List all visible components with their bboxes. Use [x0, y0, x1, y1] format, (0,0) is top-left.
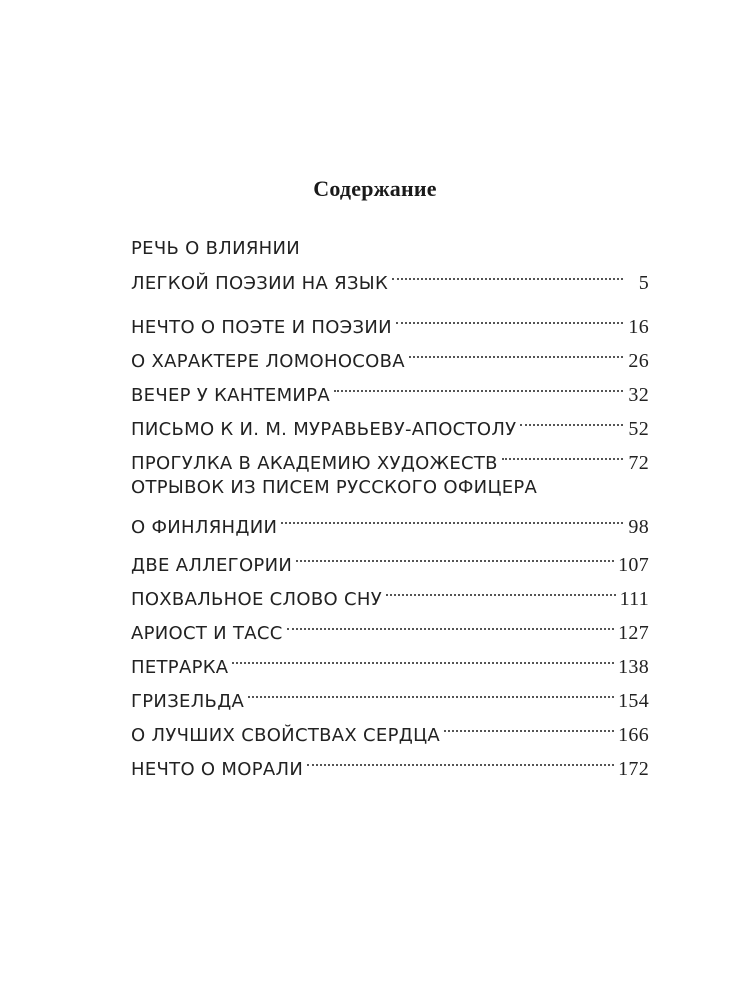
toc-entry-title: ЛЕГКОЙ ПОЭЗИИ НА ЯЗЫК	[131, 273, 389, 294]
dot-leader	[287, 605, 614, 639]
toc-entry-title: НЕЧТО О МОРАЛИ	[131, 759, 304, 780]
dot-leader	[392, 262, 623, 289]
dot-leader	[409, 333, 623, 367]
dot-leader	[502, 435, 623, 469]
toc-page-number: 138	[618, 656, 649, 678]
toc-entry	[131, 535, 649, 576]
toc-page-number: 32	[628, 384, 649, 406]
toc-entry	[131, 367, 649, 406]
toc-entry	[131, 571, 649, 610]
toc-entry	[131, 333, 649, 372]
toc-page-number: 98	[628, 516, 649, 538]
dot-leader	[520, 401, 623, 435]
dot-leader	[232, 639, 614, 673]
dot-leader	[386, 571, 616, 605]
toc-entry-title-line1: РЕЧЬ О ВЛИЯНИИ	[131, 238, 301, 259]
toc-entry-title: ПОХВАЛЬНОЕ СЛОВО СНУ	[131, 589, 382, 610]
toc-page-number: 52	[628, 418, 649, 440]
toc-entry-title: ГРИЗЕЛЬДА	[131, 691, 245, 712]
toc-entry	[131, 299, 649, 338]
dot-leader	[444, 707, 614, 741]
dot-leader	[248, 673, 614, 707]
toc-page-number: 16	[628, 316, 649, 338]
toc-page-number: 166	[618, 724, 649, 746]
toc-entry-title: О ХАРАКТЕРЕ ЛОМОНОСОВА	[131, 351, 405, 372]
toc-entry-title: АРИОСТ И ТАСС	[131, 623, 283, 644]
toc-entry	[131, 707, 649, 746]
dot-leader	[307, 741, 614, 775]
toc-entry-title: ПЕТРАРКА	[131, 657, 229, 678]
toc-entry	[131, 401, 649, 440]
toc-entry-title: О ФИНЛЯНДИИ	[131, 517, 278, 538]
toc-page-number: 26	[628, 350, 649, 372]
toc-entry-title: ВЕЧЕР У КАНТЕМИРА	[131, 385, 330, 406]
toc-entry-title: ПРОГУЛКА В АКАДЕМИЮ ХУДОЖЕСТВ	[131, 453, 498, 474]
page-title: Содержание	[313, 176, 437, 201]
toc-entry-title: ПИСЬМО К И. М. МУРАВЬЕВУ-АПОСТОЛУ	[131, 419, 517, 440]
toc-page-number: 127	[618, 622, 649, 644]
toc-entry	[131, 236, 649, 294]
toc-page-number: 107	[618, 554, 649, 576]
toc-entry	[131, 639, 649, 678]
toc-entry	[131, 473, 649, 538]
toc-page-number: 111	[619, 588, 649, 610]
toc-entry	[131, 741, 649, 780]
toc-entry-title-line1: ОТРЫВОК ИЗ ПИСЕМ РУССКОГО ОФИЦЕРА	[131, 477, 538, 498]
dot-leader	[334, 367, 623, 401]
toc-entry-title: О ЛУЧШИХ СВОЙСТВАХ СЕРДЦА	[131, 725, 440, 746]
toc-page-number: 172	[618, 758, 649, 780]
dot-leader	[281, 503, 623, 533]
table-of-contents	[131, 236, 649, 780]
toc-entry	[131, 673, 649, 712]
toc-entry-title: НЕЧТО О ПОЭТЕ И ПОЭЗИИ	[131, 317, 392, 338]
toc-page-number: 72	[628, 452, 649, 474]
toc-page-number: 5	[638, 272, 649, 294]
dot-leader	[396, 299, 623, 333]
toc-entry-title: ДВЕ АЛЛЕГОРИИ	[131, 555, 293, 576]
toc-entry	[131, 435, 649, 474]
toc-entry	[131, 605, 649, 644]
dot-leader	[296, 535, 614, 571]
toc-page-number: 154	[618, 690, 649, 712]
